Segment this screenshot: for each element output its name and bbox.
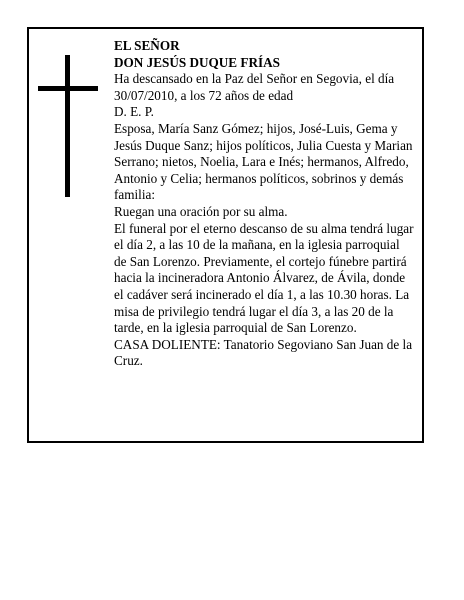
dep-abbreviation: D. E. P.: [114, 104, 154, 120]
rest-statement: Ha descansado en la Paz del Señor en Segovia, el día 30/07/2010, a los 72 años de edad: [114, 71, 395, 103]
funeral-details: El funeral por el eterno descanso de su alma tendrá lugar el día 2, a las 10 de la mañana, en la iglesia parroquial de San Lorenzo. Previamente, el cortejo fúnebre partirá hacia la incineradora Antonio Álvarez, de Ávila, donde el cadáver será incinerado el día 1, a las 10.30 horas. La misa de privilegio tendrá lugar el día 3, a las 20 de la tarde, en la iglesia parroquial de San Lorenzo.: [114, 220, 414, 336]
family-list: Esposa, María Sanz Gómez; hijos, José-Luis, Gema y Jesús Duque Sanz; hijos políticos, Julia Cuesta y Marian Serrano; nietos, Noelia, Lara e Inés; hermanos, Alfredo, Antonio y Celia; hermanos políticos, sobrinos y demás familia:: [114, 120, 413, 203]
cross-horizontal-bar: [38, 86, 98, 91]
prayer-request: Ruegan una oración por su alma.: [114, 203, 288, 219]
deceased-name: DON JESÚS DUQUE FRÍAS: [114, 54, 280, 70]
casa-doliente: CASA DOLIENTE: Tanatorio Segoviano San Juan de la Cruz.: [114, 336, 413, 369]
cross-vertical-bar: [65, 55, 70, 197]
obituary-text: [114, 38, 414, 370]
title-line-1: EL SEÑOR: [114, 38, 180, 53]
